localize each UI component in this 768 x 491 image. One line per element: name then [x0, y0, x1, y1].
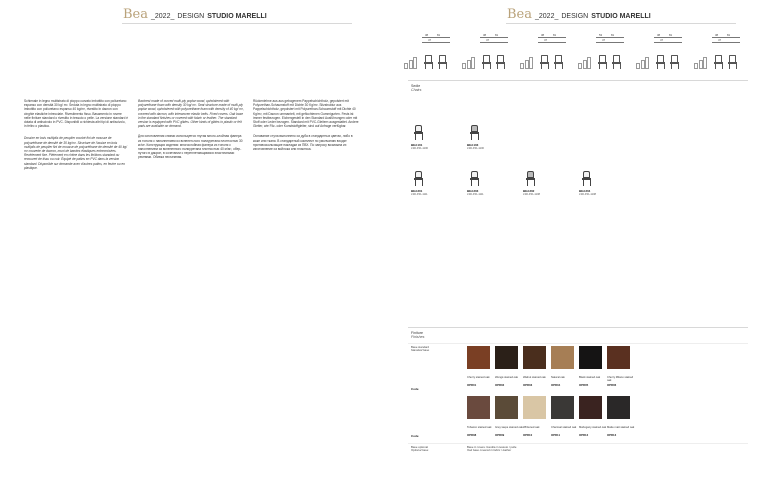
- finish-swatch: [607, 396, 630, 419]
- finish-code: OPR04: [551, 383, 561, 387]
- chair-item: [467, 125, 517, 155]
- dim-height-total: 81: [611, 33, 615, 37]
- finish-swatch: [495, 396, 518, 419]
- finish-swatch: [467, 346, 490, 369]
- scale-bars: [462, 51, 476, 69]
- finish-code: OPR11: [551, 433, 561, 437]
- year-label: _2022_: [151, 13, 175, 20]
- description-german: Rückenlehne aus aus gebogenem Pappelschichtholz, gepolstert mit Polyurethan-Schaumstoff mit Dichte 30 Kg/m³. Sitzstruktur aus Pappelschichtholz, gepolstert mit Polyurethan-Schaumstoff mit Dichte 40 Kg/m³, mit Dacron ummantelt, mit geflochtenen Gummigurten. Fests ist immer festbezogen. Eichengestell in den Standard Ausführungen oder mit Stoff oder Leder bezogen. Standard mit PVC-Gleitern ausgestattet. Andere Gleiter, wie Filz- oder Kunststoffgleiter, sind auf Anfrage verfügbar.: [253, 99, 359, 129]
- chair-side-view: [554, 55, 563, 69]
- design-label: DESIGN: [177, 13, 205, 20]
- finish-name: Charcoal stained oak: [551, 426, 577, 429]
- scale-bars: [636, 51, 650, 69]
- text-column-de-ru: [253, 99, 359, 155]
- finish-swatch: [551, 396, 574, 419]
- chair-front-view: [656, 55, 665, 69]
- dim-height-total: 81: [495, 33, 499, 37]
- finishes-subtitle: Finishes: [411, 335, 425, 339]
- scale-bars: [404, 51, 418, 69]
- finish-code: OPR09: [495, 433, 505, 437]
- dim-line: [422, 42, 450, 43]
- dim-width: 47: [718, 38, 722, 42]
- dim-height-seat: 38: [541, 33, 545, 37]
- description-french: Dossier en bois multiplis de peuplier courbé fini de mousse de polyuréthane de densité de 30 kg/m³. Structure de l'assise en bois multiplis de peuplier fini de mousse de polyuréthane de densité de 40 kg/ m³ couverte de dacron, muni de bandes élastiques entrecroisées. Revêtement fixe. Piètement en chêne dans les finitions standard ou recouvert de tissu ou cuir. Équipé de patins en PVC dans la version standard. Disponible sur demande avec d'autres patins, en feutre ou en plastique.: [24, 136, 127, 170]
- optional-note-it: Base in rovere rivestita in tessuto / pelle: [467, 445, 517, 449]
- code-label: Code: [411, 434, 419, 438]
- dim-line: [654, 42, 682, 43]
- dim-line: [712, 42, 740, 43]
- dim-height-total: 81: [727, 33, 731, 37]
- dimension-group: [694, 33, 748, 73]
- chairs-subtitle: Chairs: [411, 88, 422, 92]
- dim-width: 47: [544, 38, 548, 42]
- chair-code: BEA302: [523, 189, 535, 193]
- scale-bars: [520, 51, 534, 69]
- dim-line: [422, 37, 450, 38]
- chair-icon: [414, 171, 423, 187]
- finish-code: OPR01: [467, 383, 477, 387]
- description-russian: Для изготовления спинки используется гнутая много-слойная фанера из тополя с наполнением из вспенен-ного полиуретана плотностью 30 кг/м³. Конструкция сидения: многослойная фанера из тополя с наполнением из вспененного полиуретана плотностью 40 кг/м³, обер-нутого в дакрон, в сочетании с переплетающимися эластичными ремнями. Обивка несъемная.: [138, 134, 243, 160]
- dim-line: [538, 42, 566, 43]
- studio-label: STUDIO MARELLI: [591, 13, 651, 20]
- chair-item: [411, 125, 461, 155]
- finish-swatch: [467, 396, 490, 419]
- base-standard-en: Standard base: [411, 348, 430, 353]
- chair-code: BEA101: [411, 143, 423, 147]
- dimension-drawings: [384, 33, 768, 73]
- studio-label: STUDIO MARELLI: [207, 13, 267, 20]
- dim-height-total: 81: [437, 33, 441, 37]
- finish-name: Black stained oak: [579, 376, 601, 379]
- finish-name: Cherry stained oak: [467, 376, 490, 379]
- dim-width: 47: [428, 38, 432, 42]
- chair-side-view: [496, 55, 505, 69]
- description-english: Backrest made of curved multi-ply poplar wood, upholstered with polyurethane foam with density 30 kg/ m³. Seat structure made of multi-ply poplar wood, upholstered with polyurethane foam with density of 40 kg/ m³, covered with dacron, with interwoven elastic belts. Fixed covers. Oak base in the standard finishes or covered with fabric or leather. The standard version is equipped with PVC glides. Other kinds of glides in plastic or felt pads are available on demand.: [138, 99, 244, 129]
- dim-width: 47: [660, 38, 664, 42]
- dim-line: [596, 37, 624, 38]
- chairs-divider: [408, 80, 748, 81]
- base-optional-label: [411, 446, 428, 453]
- armchair-icon: [582, 171, 591, 187]
- chair-ref: LSD-P41-1100: [411, 146, 428, 150]
- chair-ref: LSD-P41-1111: [411, 192, 428, 196]
- chair-front-view: [714, 55, 723, 69]
- finish-name: Walnut stained oak: [523, 376, 546, 379]
- chairs-title: Sedie: [411, 84, 421, 88]
- chair-code: BEA303: [467, 189, 479, 193]
- chair-code: BEA103: [467, 143, 479, 147]
- finish-swatch: [495, 346, 518, 369]
- dim-height-seat: 38: [425, 33, 429, 37]
- finish-name: Cherry Milano stained oak: [607, 376, 634, 383]
- chair-code: BEA304: [579, 189, 591, 193]
- dim-height-seat: 38: [483, 33, 487, 37]
- chair-front-view: [540, 55, 549, 69]
- base-optional-it: Base optional: [411, 445, 428, 449]
- finishes-subdivider: [408, 343, 748, 344]
- finish-swatch: [551, 346, 574, 369]
- brand-name: Bea: [123, 7, 148, 22]
- finish-name: Tobacco stained oak: [467, 426, 492, 429]
- finish-code: OPR05: [579, 383, 589, 387]
- chair-ref: LSD-P41-1108: [579, 192, 596, 196]
- dimension-group: [636, 33, 690, 73]
- chair-item: [411, 171, 461, 201]
- finish-name: Mahogany stained oak: [579, 426, 607, 429]
- scale-bars: [578, 51, 592, 69]
- text-column-en-ru: [138, 99, 244, 164]
- optional-note-en: Oak base covered in fabric / leather: [467, 448, 512, 453]
- chair-ref: LSD-P41-1108: [523, 192, 540, 196]
- year-label: _2022_: [535, 13, 559, 20]
- dim-line: [480, 37, 508, 38]
- finish-swatch: [523, 346, 546, 369]
- dimension-group: [520, 33, 574, 73]
- header-divider: [506, 23, 736, 24]
- finish-swatch: [523, 396, 546, 419]
- dim-line: [712, 37, 740, 38]
- dim-height-seat: 38: [657, 33, 661, 37]
- base-standard-it: Base standard: [411, 345, 430, 349]
- chair-front-view: [482, 55, 491, 69]
- brand-name: Bea: [507, 7, 532, 22]
- finish-name: Grey taupe stained oak: [495, 426, 523, 429]
- design-label: DESIGN: [561, 13, 589, 20]
- dim-width: 47: [486, 38, 490, 42]
- finish-code: OPR03: [523, 383, 533, 387]
- chair-front-view: [424, 55, 433, 69]
- dimension-group: [404, 33, 458, 73]
- chair-ref: LSD-P41-1100: [467, 146, 484, 150]
- armchair-icon: [526, 171, 535, 187]
- finish-name: Wengé stained oak: [495, 376, 518, 379]
- chair-side-view: [438, 55, 447, 69]
- dim-line: [480, 42, 508, 43]
- header-divider: [122, 23, 352, 24]
- base-optional-en: Optional base: [411, 448, 429, 453]
- scale-bars: [694, 51, 708, 69]
- finish-swatch: [579, 396, 602, 419]
- code-label: Code: [411, 387, 419, 391]
- finish-name: Natural oak: [551, 376, 565, 379]
- dimension-group: [578, 33, 632, 73]
- optional-note: [467, 446, 516, 453]
- chair-icon: [414, 125, 423, 141]
- dimension-group: [462, 33, 516, 73]
- chairs-section-title: [411, 84, 421, 92]
- left-header: [123, 7, 267, 22]
- finishes-title: Finiture: [411, 331, 423, 335]
- finish-code: OPR02: [495, 383, 505, 387]
- chair-side-view: [612, 55, 621, 69]
- right-page: [384, 0, 768, 491]
- dim-height-seat: 53: [599, 33, 603, 37]
- finishes-section-title: [411, 331, 424, 339]
- dim-height-total: 81: [553, 33, 557, 37]
- chair-front-view: [598, 55, 607, 69]
- dim-line: [654, 37, 682, 38]
- finish-code: OPR10: [523, 433, 533, 437]
- chair-item: [523, 171, 573, 201]
- chair-code: BEA301: [411, 189, 423, 193]
- dim-line: [596, 42, 624, 43]
- chair-side-view: [670, 55, 679, 69]
- optional-divider: [408, 443, 748, 444]
- dim-width: 47: [602, 38, 606, 42]
- text-column-it-fr: [24, 99, 128, 174]
- chair-icon: [470, 171, 479, 187]
- chair-side-view: [728, 55, 737, 69]
- chair-ref: LSD-P41-1111: [467, 192, 484, 196]
- finish-code: OPR08: [467, 433, 477, 437]
- dim-height-total: 81: [669, 33, 673, 37]
- finishes-divider: [408, 327, 748, 328]
- finish-swatch: [579, 346, 602, 369]
- finish-code: OPR12: [579, 433, 589, 437]
- dim-height-seat: 38: [715, 33, 719, 37]
- chair-item: [579, 171, 629, 201]
- right-header: [507, 7, 651, 22]
- description-italian: Schienale in legno multistrato di pioppo curvato imbottito con poliuretano espanso con densità 30 kg/ m³. Seduta in legno multistrato di pioppo imbottito con poliuretano espanso 40 kg/m³, rivestito in dacron con cinghie elastiche intrecciate. Rivestimento fisso. Basamento in rovere nelle finiture standard o rivestito in tessuto o pelle. La versione standard è dotata di antiscivolo in PVC. Disponibili a richiesta altri tipi di antiscivolo, in feltro o plastica.: [24, 99, 129, 129]
- chair-icon: [470, 125, 479, 141]
- dim-line: [538, 37, 566, 38]
- chair-item: [467, 171, 517, 201]
- finish-code: OPR13: [607, 433, 617, 437]
- finish-name: Whitened oak: [523, 426, 540, 429]
- description-russian-base: Основание стула выполнено из дуба в стандартных цветах, либо в коже или ткани. В стандартный комплект по умолчанию входят противоскользящие накладки из ПВХ. По запросу возможна их изготовление из войлока или пластика.: [253, 134, 353, 152]
- finish-code: OPR06: [607, 383, 617, 387]
- finish-name: Matte matt stained oak: [607, 426, 635, 429]
- base-standard-label: [411, 346, 429, 353]
- finish-swatch: [607, 346, 630, 369]
